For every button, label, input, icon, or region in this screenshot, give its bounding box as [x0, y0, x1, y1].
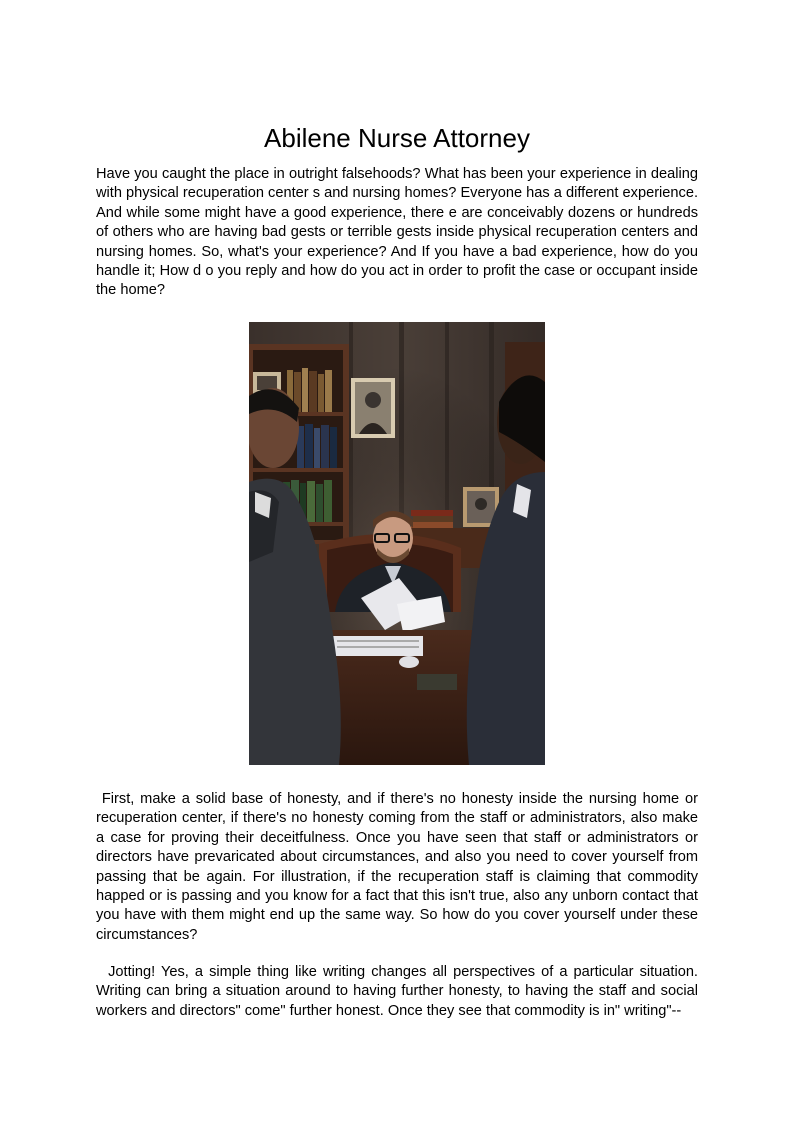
- document-title: Abilene Nurse Attorney: [264, 123, 530, 153]
- paragraph-writing: Jotting! Yes, a simple thing like writing changes all perspectives of a particular situation. Writing can bring a situation around to having further honesty, to having the staff and social workers and directors" come" further honest. Once they see that commodity is in" writing"--: [96, 964, 703, 1019]
- office-meeting-photo: [249, 322, 545, 765]
- paragraph-intro: Have you caught the place in outright falsehoods? What has been your experience in dealing with physical recuperation center s and nursing homes? Everyone has a different experience. And while some might have a good experience, there e are conceivably dozens or hundreds of others who are having bad gests or terrible gests inside physical recuperation centers and nursing homes. So, what's your experience? And If you have a bad experience, how do you handle it; How d o you reply and how do you act in order to profit the case or occupant inside the home?: [96, 166, 703, 299]
- paragraph-honesty: First, make a solid base of honesty, and if there's no honesty inside the nursing home or recuperation center, if there's no honesty coming from the staff or administrators, also make a case for proving their deceitfulness. Once you have seen that staff or administrators or directors have prevaricated about circumstances, and also you need to cover yourself from passing that be again. For illustration, if the recuperation staff is claiming that commodity happed or is passing and you know for a fact that this isn't true, also any unborn contact that you have with them might end up the same way. So how do you cover yourself under these circumstances?: [96, 791, 703, 943]
